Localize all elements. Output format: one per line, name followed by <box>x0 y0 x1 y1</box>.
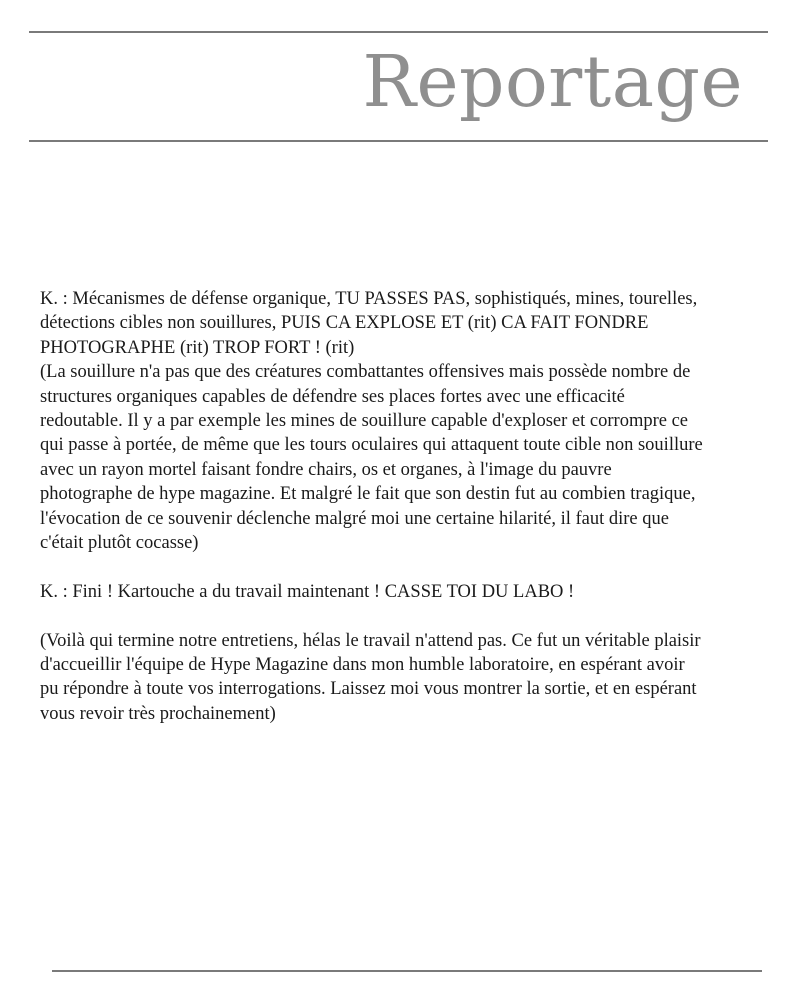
header-bottom-rule <box>29 140 768 142</box>
paragraph-closing-remark <box>40 580 762 604</box>
text-line: (Voilà qui termine notre entretiens, hélas le travail n'attend pas. Ce fut un véritable plaisir <box>40 630 701 651</box>
text-line: qui passe à portée, de même que les tours oculaires qui attaquent toute cible non souillure <box>40 435 703 456</box>
text-line: photographe de hype magazine. Et malgré le fait que son destin fut au combien tragique, <box>40 484 696 505</box>
text-line: c'était plutôt cocasse) <box>40 533 199 554</box>
section-title: Reportage <box>362 40 743 123</box>
text-line: K. : Mécanismes de défense organique, TU PASSES PAS, sophistiqués, mines, tourelles, <box>40 289 698 309</box>
paragraph-conclusion <box>40 629 762 727</box>
text-line: structures organiques capables de défendre ses places fortes avec une efficacité <box>40 386 625 407</box>
footer-rule <box>52 970 762 972</box>
text-line: l'évocation de ce souvenir déclenche malgré moi une certaine hilarité, il faut dire que <box>40 508 669 529</box>
article-body <box>40 287 762 726</box>
text-line: avec un rayon mortel faisant fondre chairs, os et organes, à l'image du pauvre <box>40 459 612 480</box>
text-line: détections cibles non souillures, PUIS CA EXPLOSE ET (rit) CA FAIT FONDRE <box>40 313 649 334</box>
header-top-rule <box>29 31 768 33</box>
text-line: d'accueillir l'équipe de Hype Magazine dans mon humble laboratoire, en espérant avoir <box>40 655 685 676</box>
text-line: pu répondre à toute vos interrogations. Laissez moi vous montrer la sortie, et en espérant <box>40 679 697 700</box>
text-line: vous revoir très prochainement) <box>40 703 276 724</box>
text-line: redoutable. Il y a par exemple les mines de souillure capable d'exploser et corrompre ce <box>40 411 688 432</box>
text-line: (La souillure n'a pas que des créatures combattantes offensives mais possède nombre de <box>40 362 691 383</box>
paragraph-defense-mechanisms <box>40 287 762 555</box>
text-line: PHOTOGRAPHE (rit) TROP FORT ! (rit) <box>40 337 355 358</box>
text-line: K. : Fini ! Kartouche a du travail maintenant ! CASSE TOI DU LABO ! <box>40 581 575 602</box>
